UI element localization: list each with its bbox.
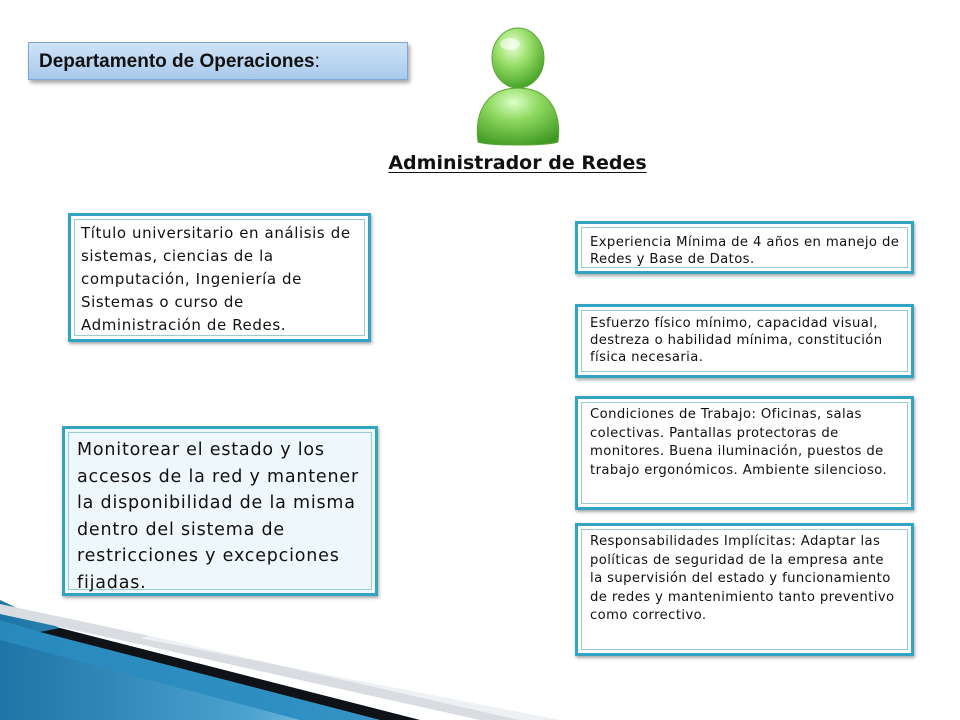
requirement-text: Condiciones de Trabajo: Oficinas, salas colectivas. Pantallas protectoras de monitores. Buena iluminación, puestos de trabajo ergonómicos. Ambiente silencioso. xyxy=(581,402,908,504)
department-label xyxy=(28,42,408,80)
function-text: Monitorear el estado y los accesos de la red y mantener la disponibilidad de la misma dentro del sistema de restricciones y excepciones fijadas. xyxy=(68,432,372,590)
requirement-box-conditions xyxy=(575,396,914,510)
requirement-box-function xyxy=(62,426,378,596)
department-colon: : xyxy=(314,51,320,72)
requirement-box-education xyxy=(68,213,371,342)
requirement-text: Esfuerzo físico mínimo, capacidad visual, destreza o habilidad mínima, constitución física necesaria. xyxy=(581,310,908,372)
requirement-box-experience xyxy=(575,221,914,274)
requirement-text: Título universitario en análisis de sistemas, ciencias de la computación, Ingeniería de Sistemas o curso de Administración de Redes. xyxy=(74,219,365,336)
requirement-box-physical xyxy=(575,304,914,378)
requirement-text: Responsabilidades Implícitas: Adaptar las políticas de seguridad de la empresa ante la supervisión del estado y funcionamiento de redes y mantenimiento tanto preventivo como correctivo. xyxy=(581,529,908,650)
department-text: Departamento de Operaciones xyxy=(39,51,315,72)
role-title: Administrador de Redes xyxy=(388,152,647,174)
requirement-text: Experiencia Mínima de 4 años en manejo de Redes y Base de Datos. xyxy=(581,227,908,268)
user-icon xyxy=(470,24,566,146)
decorative-wedge xyxy=(0,580,960,720)
